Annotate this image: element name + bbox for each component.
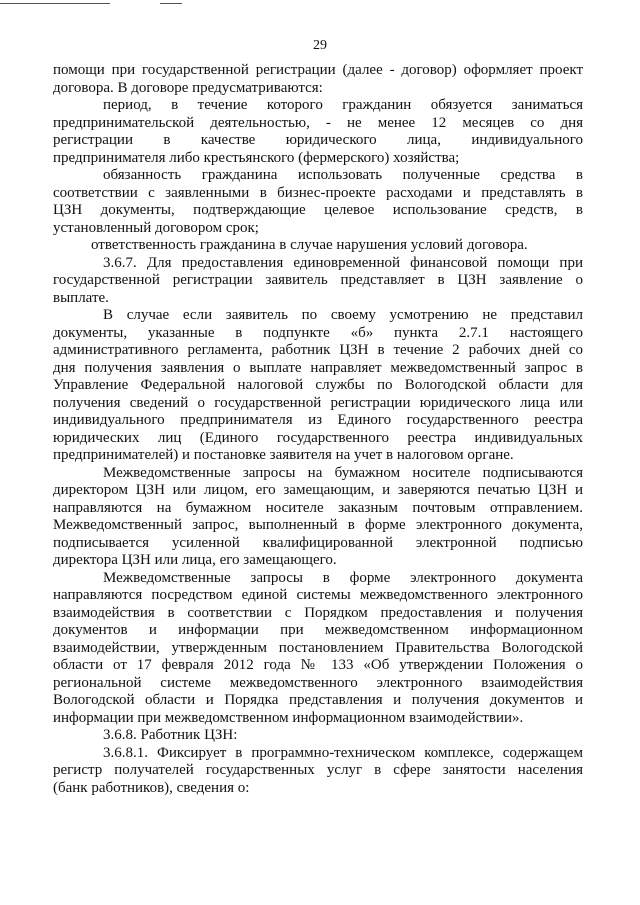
paragraph-6-line-5: Управление Федеральной налоговой службы по Вологодской области для bbox=[53, 377, 583, 393]
paragraph-3-line-3: ЦЗН документы, подтверждающие целевое использование средств, в bbox=[53, 202, 583, 218]
paragraph-1-line-2: договора. В договоре предусматриваются: bbox=[53, 79, 323, 96]
paragraph-7-line-5: подписывается усиленной квалифицированной электронной подписью bbox=[53, 534, 583, 551]
paragraph-8-line-2: направляются посредством единой системы межведомственного электронного bbox=[53, 587, 583, 603]
paragraph-6-line-3: административного регламента, работник ЦЗН в течение 2 рабочих дней со bbox=[53, 342, 583, 358]
paragraph-10-line-3: (банк работников), сведения о: bbox=[53, 779, 250, 796]
paragraph-8-line-7: региональной системе межведомственного электронного взаимодействия bbox=[53, 674, 583, 691]
paragraph-7-line-3: направляются на бумажном носителе заказным почтовым отправлением. bbox=[53, 499, 583, 516]
page-number: 29 bbox=[313, 38, 327, 53]
paragraph-6-line-6: получения сведений о государственной регистрации юридического лица или bbox=[53, 394, 583, 411]
paragraph-5-line-1: 3.6.7. Для предоставления единовременной финансовой помощи при bbox=[103, 254, 583, 271]
paragraph-10-line-1: 3.6.8.1. Фиксирует в программно-техническом комплексе, содержащем bbox=[103, 744, 583, 761]
paragraph-8-line-4: документов и информации при межведомственном информационном bbox=[53, 622, 583, 638]
paragraph-7-line-6: директора ЦЗН или лица, его замещающего. bbox=[53, 552, 337, 568]
paragraph-6-line-9: предпринимателей) и постановке заявителя на учет в налоговом органе. bbox=[53, 447, 514, 463]
paragraph-3-line-2: соответствии с заявленными в бизнес-проекте расходами и представлять в bbox=[53, 184, 583, 201]
paragraph-2-line-4: предпринимателя либо крестьянского (фермерского) хозяйства; bbox=[53, 149, 460, 166]
paragraph-5-line-3: выплате. bbox=[53, 289, 109, 306]
paragraph-6-line-7: индивидуального предпринимателя из Единого государственного реестра bbox=[53, 412, 583, 428]
paragraph-9-line-1: 3.6.8. Работник ЦЗН: bbox=[103, 727, 238, 743]
paragraph-7-line-1: Межведомственные запросы на бумажном носителе подписываются bbox=[103, 464, 583, 481]
document-body bbox=[53, 62, 583, 797]
paragraph-2-line-1: период, в течение которого гражданин обязуется заниматься bbox=[103, 97, 583, 113]
paragraph-7-line-2: директором ЦЗН или лицом, его замещающим, и заверяются печатью ЦЗН и bbox=[53, 482, 583, 498]
paragraph-6-line-8: юридических лиц (Единого государственного реестра индивидуальных bbox=[53, 429, 583, 446]
paragraph-8-line-5: взаимодействии, утвержденным постановлением Правительства Вологодской bbox=[53, 639, 583, 656]
paragraph-8-line-1: Межведомственные запросы в форме электронного документа bbox=[103, 569, 583, 586]
paragraph-3-line-1: обязанность гражданина использовать полученные средства в bbox=[103, 167, 583, 183]
scan-artifact-line-right bbox=[160, 3, 182, 4]
paragraph-8-line-3: взаимодействия в соответствии с Порядком предоставления и получения bbox=[53, 604, 583, 621]
paragraph-2-line-3: регистрации в качестве юридического лица, индивидуального bbox=[53, 132, 583, 148]
paragraph-6-line-2: документы, указанные в подпункте «б» пункта 2.7.1 настоящего bbox=[53, 324, 583, 341]
paragraph-6-line-4: дня получения заявления о выплате направляет межведомственный запрос в bbox=[53, 359, 583, 376]
paragraph-8-line-9: информации при межведомственном информационном взаимодействии». bbox=[53, 709, 524, 726]
paragraph-1-line-1: помощи при государственной регистрации (далее - договор) оформляет проект bbox=[53, 62, 583, 78]
paragraph-2-line-2: предпринимательской деятельностью, - не менее 12 месяцев со дня bbox=[53, 114, 583, 131]
paragraph-3-line-4: установленный договором срок; bbox=[53, 219, 259, 236]
scan-artifact-line-left bbox=[0, 3, 110, 4]
paragraph-8-line-6: области от 17 февраля 2012 года № 133 «Об утверждении Положения о bbox=[53, 657, 583, 673]
paragraph-8-line-8: Вологодской области и Порядка представления и получения документов и bbox=[53, 692, 583, 708]
paragraph-6-line-1: В случае если заявитель по своему усмотрению не представил bbox=[103, 307, 583, 323]
paragraph-10-line-2: регистр получателей государственных услуг в сфере занятости населения bbox=[53, 762, 583, 778]
paragraph-7-line-4: Межведомственный запрос, выполненный в форме электронного документа, bbox=[53, 517, 583, 533]
paragraph-4-line-1: ответственность гражданина в случае нарушения условий договора. bbox=[91, 237, 528, 253]
paragraph-5-line-2: государственной регистрации заявитель представляет в ЦЗН заявление о bbox=[53, 272, 583, 288]
